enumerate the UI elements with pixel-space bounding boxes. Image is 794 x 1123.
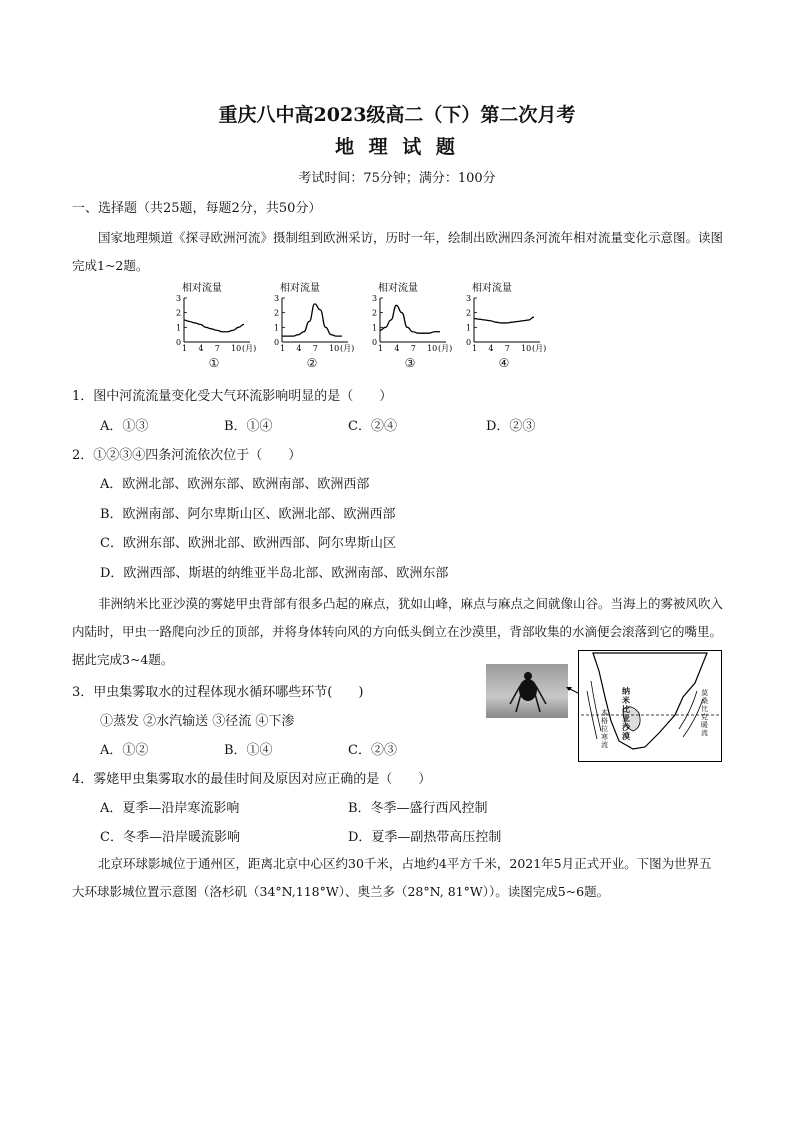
y-tick-label: 1: [274, 323, 280, 333]
chart-caption: ①: [208, 356, 220, 370]
flow-chart-3: [366, 282, 454, 374]
y-tick-label: 3: [176, 294, 182, 303]
chart-ylabel: 相对流量: [472, 283, 512, 294]
flow-chart-svg: [366, 282, 454, 354]
x-unit: (月): [532, 344, 547, 353]
southern-africa-map: [578, 650, 722, 762]
question-4-stem: 4．雾姥甲虫集雾取水的最佳时间及原因对应正确的是（ ）: [72, 772, 432, 787]
x-tick-label: 4: [296, 344, 302, 353]
q1-option-c: C．②④: [348, 419, 397, 434]
q4-option-b: B．冬季—盛行西风控制: [348, 801, 488, 816]
flow-series-line: [380, 305, 440, 333]
y-tick-label: 2: [274, 308, 280, 318]
exam-info: 考试时间：75分钟；满分：100分: [298, 171, 496, 186]
q2-option-b: B．欧洲南部、阿尔卑斯山区、欧洲北部、欧洲西部: [100, 507, 396, 522]
y-tick-label: 2: [176, 308, 182, 318]
question-1-stem: 1．图中河流流量变化受大气环流影响明显的是（ ）: [72, 389, 393, 404]
q2-option-d: D．欧洲西部、斯堪的纳维亚半岛北部、欧洲南部、欧洲东部: [100, 566, 449, 581]
q1-option-a: A．①③: [100, 419, 149, 434]
x-tick-label: 7: [214, 344, 220, 353]
y-tick-label: 1: [176, 323, 182, 333]
flow-chart-1: [170, 282, 258, 374]
section-heading: 一、选择题（共25题，每题2分，共50分）: [72, 201, 322, 216]
map-label-desert: 纳米比亚沙漠: [622, 686, 630, 741]
map-label-east-current: 莫桑比克暖流: [701, 689, 708, 737]
q3-option-b: B．①④: [224, 743, 273, 758]
chart-ylabel: 相对流量: [378, 283, 418, 294]
q1-option-d: D．②③: [486, 419, 536, 434]
y-tick-label: 0: [372, 338, 378, 347]
q2-option-a: A．欧洲北部、欧洲东部、欧洲南部、欧洲西部: [100, 477, 370, 492]
q3-items: ①蒸发 ②水汽输送 ③径流 ④下渗: [100, 714, 295, 729]
chart-caption: ③: [404, 356, 416, 370]
flow-chart-4: [460, 282, 548, 374]
exam-title: 重庆八中高2023级高二（下）第二次月考: [218, 104, 576, 126]
y-tick-label: 1: [372, 323, 378, 333]
x-unit: (月): [438, 344, 453, 353]
y-tick-label: 3: [466, 294, 472, 303]
y-tick-label: 0: [176, 338, 182, 347]
y-tick-label: 0: [274, 338, 280, 347]
flow-series-line: [474, 317, 534, 323]
question-2-stem: 2．①②③④四条河流依次位于（ ）: [72, 448, 302, 463]
q4-option-a: A．夏季—沿岸寒流影响: [100, 801, 240, 816]
x-unit: (月): [242, 344, 257, 353]
exam-subtitle: 地 理 试 题: [335, 136, 459, 158]
x-tick-label: 4: [394, 344, 400, 353]
flow-series-line: [184, 320, 244, 332]
y-tick-label: 1: [466, 323, 472, 333]
intro-paragraph-2: 非洲纳米比亚沙漠的雾姥甲虫背部有很多凸起的麻点，犹如山峰，麻点与麻点之间就像山谷。当海上的雾被风吹入内陆时，甲虫一路爬向沙丘的顶部，并将身体转向风的方向低头倒立在沙漠里，背部收集的水滴便会滚落到它的嘴里。据此完成3~4题。: [72, 596, 724, 667]
x-tick-label: 1: [472, 344, 478, 353]
x-tick-label: 7: [504, 344, 510, 353]
x-tick-label: 4: [488, 344, 494, 353]
x-unit: (月): [340, 344, 355, 353]
chart-caption: ④: [498, 356, 510, 370]
x-tick-label: 7: [312, 344, 318, 353]
x-tick-label: 10: [329, 344, 340, 353]
flow-chart-svg: [460, 282, 548, 354]
x-tick-label: 1: [378, 344, 384, 353]
q4-option-d: D．夏季—副热带高压控制: [348, 830, 502, 845]
flow-series-line: [282, 304, 342, 336]
q3-option-a: A．①②: [100, 743, 149, 758]
x-tick-label: 1: [280, 344, 286, 353]
q3-option-c: C．②③: [348, 743, 397, 758]
x-tick-label: 4: [198, 344, 204, 353]
q4-option-c: C．冬季—沿岸暖流影响: [100, 830, 240, 845]
chart-caption: ②: [306, 356, 318, 370]
flow-chart-svg: [268, 282, 356, 354]
beetle-photo: [486, 664, 568, 718]
flow-chart-2: [268, 282, 356, 374]
y-tick-label: 0: [466, 338, 472, 347]
map-label-west-current: 本格拉寒流: [601, 709, 608, 749]
river-flow-charts: [170, 282, 560, 374]
y-tick-label: 2: [466, 308, 472, 318]
x-tick-label: 1: [182, 344, 188, 353]
intro-paragraph-1: 国家地理频道《探寻欧洲河流》摄制组到欧洲采访，历时一年，绘制出欧洲四条河流年相对流量变化示意图。读图完成1~2题。: [72, 230, 724, 273]
chart-ylabel: 相对流量: [182, 283, 222, 294]
chart-ylabel: 相对流量: [280, 283, 320, 294]
x-tick-label: 10: [427, 344, 438, 353]
x-tick-label: 7: [410, 344, 416, 353]
flow-chart-svg: [170, 282, 258, 354]
q2-option-c: C．欧洲东部、欧洲北部、欧洲西部、阿尔卑斯山区: [100, 536, 396, 551]
q1-option-b: B．①④: [224, 419, 273, 434]
intro-paragraph-3: 北京环球影城位于通州区，距离北京中心区约30千米，占地约4平方千米，2021年5月正式开业。下图为世界五大环球影城位置示意图（洛杉矶（34°N,118°W）、奥兰多（28°N, 81°W））。读图完成5~6题。: [72, 856, 712, 899]
y-tick-label: 2: [372, 308, 378, 318]
x-tick-label: 10: [521, 344, 532, 353]
y-tick-label: 3: [372, 294, 378, 303]
y-tick-label: 3: [274, 294, 280, 303]
x-tick-label: 10: [231, 344, 242, 353]
question-3-stem: 3．甲虫集雾取水的过程体现水循环哪些环节( ): [72, 685, 364, 700]
